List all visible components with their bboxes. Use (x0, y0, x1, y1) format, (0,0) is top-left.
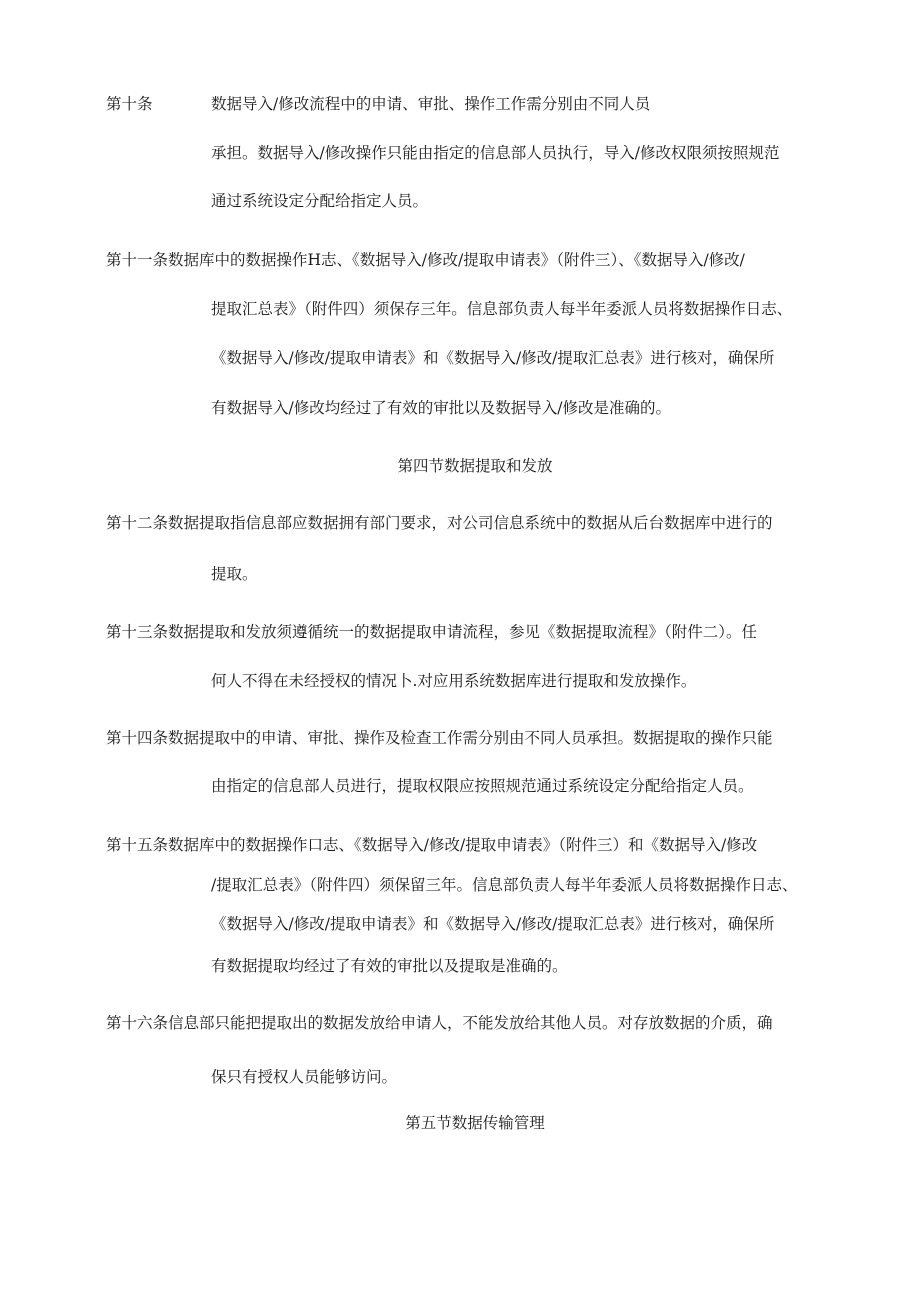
article-15-line-1: 第十五条数据库中的数据操作口志、《数据导入/修改/提取申请表》（附件三）和《数据导入/修改 (106, 836, 758, 854)
article-13-line-1: 第十三条数据提取和发放须遵循统一的数据提取申请流程，参见《数据提取流程》（附件二）。任 (106, 623, 758, 641)
article-10-label: 第十条 (106, 95, 153, 113)
article-15-line-2: /提取汇总表》（附件四）须保留三年。信息部负责人每半年委派人员将数据操作日志、 (211, 876, 798, 894)
article-14-line-1: 第十四条数据提取中的申请、审批、操作及检查工作需分别由不同人员承担。数据提取的操作只能 (106, 729, 773, 747)
article-15-line-3: 《数据导入/修改/提取申请表》和《数据导入/修改/提取汇总表》进行核对，确保所 (211, 915, 775, 933)
article-11-line-4: 有数据导入/修改均经过了有效的审批以及数据导入/修改是准确的。 (211, 399, 671, 417)
article-11-line-3: 《数据导入/修改/提取申请表》和《数据导入/修改/提取汇总表》进行核对，确保所 (211, 349, 775, 367)
article-10-line-2: 承担。数据导入/修改操作只能由指定的信息部人员执行，导入/修改权限须按照规范 (211, 144, 780, 162)
article-12-line-1: 第十二条数据提取指信息部应数据拥有部门要求，对公司信息系统中的数据从后台数据库中进行的 (106, 514, 773, 532)
article-11-line-2: 提取汇总表》（附件四）须保存三年。信息部负责人每半年委派人员将数据操作日志、 (211, 300, 793, 318)
section-4-heading: 第四节数据提取和发放 (397, 457, 553, 475)
article-12-line-2: 提取。 (211, 565, 258, 583)
article-10-line-1: 第十条 数据导入/修改流程中的申请、审批、操作工作需分别由不同人员 (106, 95, 651, 113)
article-10-line-3: 通过系统设定分配给指定人员。 (211, 192, 429, 210)
article-13-line-2: 何人不得在未经授权的情况卜.对应用系统数据库进行提取和发放操作。 (211, 672, 697, 690)
article-14-line-2: 由指定的信息部人员进行，提取权限应按照规范通过系统设定分配给指定人员。 (211, 777, 754, 795)
section-5-heading: 第五节数据传输管理 (405, 1114, 545, 1132)
article-15-line-4: 有数据提取均经过了有效的审批以及提取是准确的。 (211, 957, 568, 975)
article-16-line-2: 保只有授权人员能够访问。 (211, 1068, 398, 1086)
article-11-line-1: 第十一条数据库中的数据操作H志、《数据导入/修改/提取申请表》（附件三）、《数据导入/修改/ (106, 251, 745, 269)
article-16-line-1: 第十六条信息部只能把提取出的数据发放给申请人，不能发放给其他人员。对存放数据的介质，确 (106, 1014, 773, 1032)
